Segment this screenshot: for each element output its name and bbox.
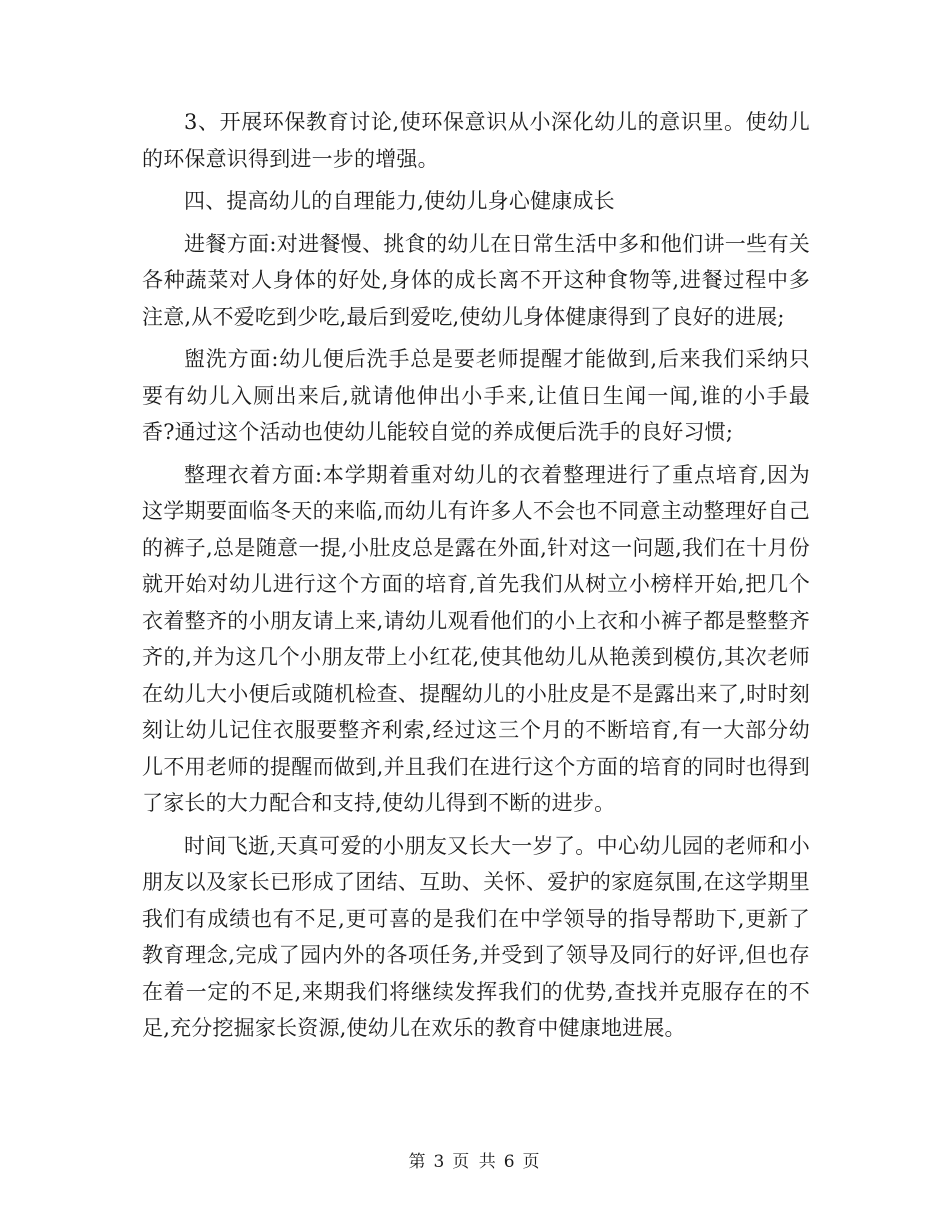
paragraph-dining: 进餐方面:对进餐慢、挑食的幼儿在日常生活中多和他们讲一些有关各种蔬菜对人身体的好处,身体的成长离不开这种食物等,进餐过程中多注意,从不爱吃到少吃,最后到爱吃,使幼儿身体健康得到了良好的进展; bbox=[142, 231, 810, 329]
paragraph-summary: 时间飞逝,天真可爱的小朋友又长大一岁了。中心幼儿园的老师和小朋友以及家长已形成了团结、互助、关怀、爱护的家庭氛围,在这学期里我们有成绩也有不足,更可喜的是我们在中学领导的指导帮助下,更新了教育理念,完成了园内外的各项任务,并受到了领导及同行的好评,但也存在着一定的不足,来期我们将继续发挥我们的优势,查找并克服存在的不足,充分挖掘家长资源,使幼儿在欢乐的教育中健康地进展。 bbox=[142, 833, 810, 1040]
footer-suffix: 页 bbox=[522, 1152, 542, 1172]
paragraph-washing: 盥洗方面:幼儿便后洗手总是要老师提醒才能做到,后来我们采纳只要有幼儿入厕出来后,就请他伸出小手来,让值日生闻一闻,谁的小手最香?通过这个活动也使幼儿能较自觉的养成便后洗手的良好习惯; bbox=[142, 347, 810, 444]
footer-middle: 页 共 bbox=[452, 1152, 498, 1172]
footer-prefix: 第 bbox=[408, 1152, 428, 1172]
paragraph-clothing: 整理衣着方面:本学期着重对幼儿的衣着整理进行了重点培育,因为这学期要面临冬天的来临,而幼儿有许多人不会也不同意主动整理好自己的裤子,总是随意一提,小肚皮总是露在外面,针对这一问题,我们在十月份就开始对幼儿进行这个方面的培育,首先我们从树立小榜样开始,把几个衣着整齐的小朋友请上来,请幼儿观看他们的小上衣和小裤子都是整整齐齐的,并为这几个小朋友带上小红花,使其他幼儿从艳羡到模仿,其次老师在幼儿大小便后或随机检查、提醒幼儿的小肚皮是不是露出来了,时时刻刻让幼儿记住衣服要整齐利索,经过这三个月的不断培育,有一大部分幼儿不用老师的提醒而做到,并且我们在进行这个方面的培育的同时也得到了家长的大力配合和支持,使幼儿得到不断的进步。 bbox=[142, 462, 810, 815]
footer-total-pages: 6 bbox=[503, 1152, 517, 1172]
footer-current-page: 3 bbox=[433, 1152, 447, 1172]
section-heading-self-care: 四、提高幼儿的自理能力,使幼儿身心健康成长 bbox=[184, 189, 615, 213]
paragraph-env-discussion: 3、开展环保教育讨论,使环保意识从小深化幼儿的意识里。使幼儿的环保意识得到进一步的增强。 bbox=[142, 110, 810, 171]
page-footer bbox=[0, 1147, 950, 1172]
document-body bbox=[142, 104, 810, 1053]
